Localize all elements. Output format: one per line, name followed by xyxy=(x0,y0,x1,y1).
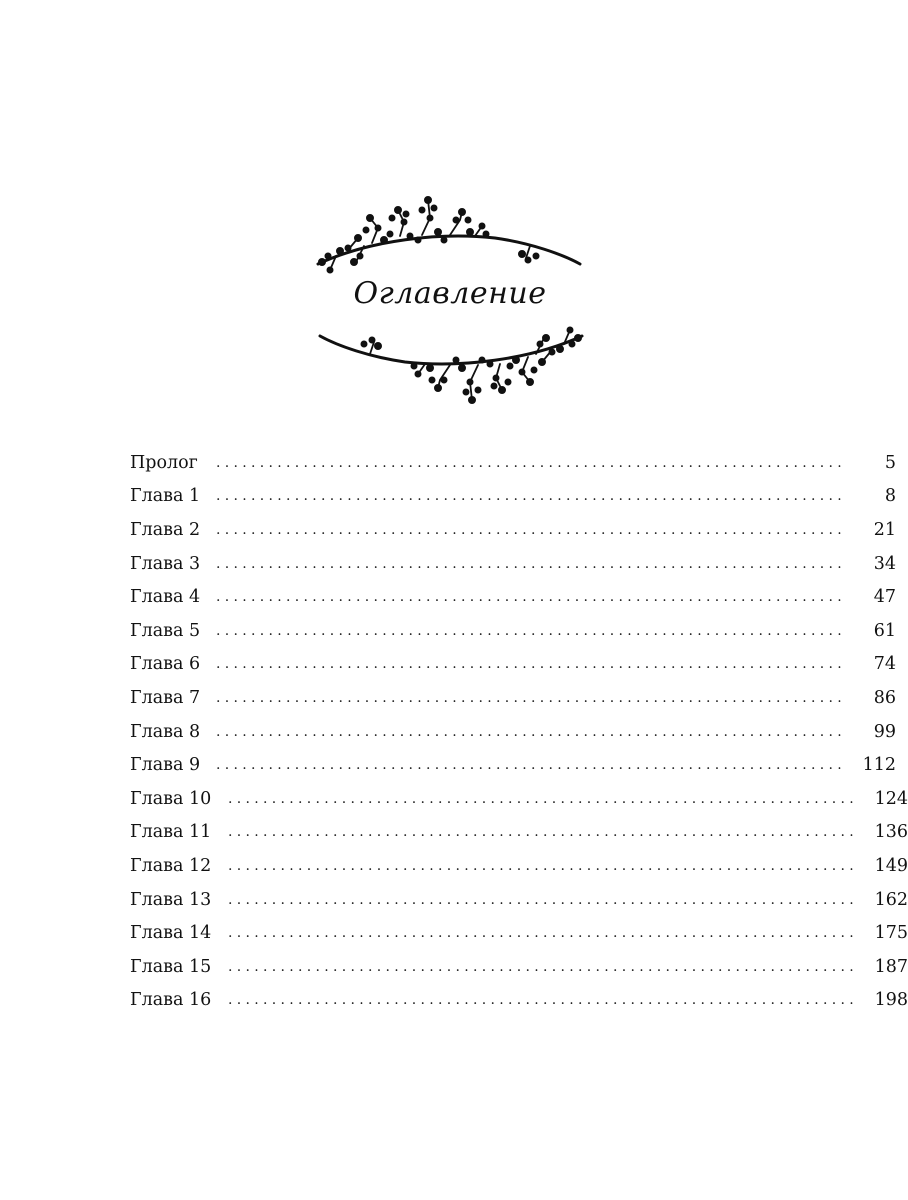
toc-entry-label: Глава 11 xyxy=(130,822,212,843)
toc-entry-page: 136 xyxy=(874,822,908,843)
dot-leader: ........................................................................ xyxy=(228,925,859,942)
toc-entry-page: 47 xyxy=(873,587,897,608)
leafy-branch-icon xyxy=(300,322,600,412)
toc-entry[interactable] xyxy=(130,782,908,816)
toc-entry-page: 112 xyxy=(862,755,897,776)
toc-entry[interactable] xyxy=(130,950,908,984)
toc-entry-label: Глава 3 xyxy=(130,553,201,574)
toc-entry[interactable] xyxy=(130,513,897,547)
toc-entry[interactable] xyxy=(130,547,897,581)
dot-leader: ........................................................................ xyxy=(228,857,859,874)
toc-entry[interactable] xyxy=(130,883,908,917)
toc-entry-page: 124 xyxy=(874,788,908,809)
toc-entry-page: 34 xyxy=(873,553,897,574)
toc-entry[interactable] xyxy=(130,446,897,480)
dot-leader: ........................................................................ xyxy=(216,622,847,639)
toc-entry-page: 86 xyxy=(873,687,897,708)
toc-entry[interactable] xyxy=(130,748,897,782)
dot-leader: ........................................................................ xyxy=(216,521,847,538)
toc-entry[interactable] xyxy=(130,580,897,614)
toc-entry-page: 5 xyxy=(884,452,897,473)
toc-entry[interactable] xyxy=(130,681,897,715)
dot-leader: ........................................................................ xyxy=(216,689,847,706)
toc-entry-label: Глава 8 xyxy=(130,721,201,742)
dot-leader: ........................................................................ xyxy=(228,824,859,841)
toc-entry-label: Глава 2 xyxy=(130,519,201,540)
table-of-contents xyxy=(130,446,908,1017)
toc-entry-page: 187 xyxy=(874,956,908,977)
dot-leader: ........................................................................ xyxy=(216,656,847,673)
toc-entry[interactable] xyxy=(130,849,908,883)
dot-leader: ........................................................................ xyxy=(228,958,859,975)
toc-entry-label: Глава 14 xyxy=(130,923,212,944)
toc-entry[interactable] xyxy=(130,816,908,850)
toc-entry-label: Глава 9 xyxy=(130,755,201,776)
toc-entry[interactable] xyxy=(130,480,897,514)
toc-entry-label: Глава 4 xyxy=(130,587,201,608)
toc-entry-page: 74 xyxy=(873,654,897,675)
dot-leader: ........................................................................ xyxy=(216,454,847,471)
toc-entry-label: Глава 7 xyxy=(130,687,201,708)
dot-leader: ........................................................................ xyxy=(216,757,847,774)
toc-entry[interactable] xyxy=(130,916,908,950)
toc-entry-page: 149 xyxy=(874,855,908,876)
toc-entry-page: 162 xyxy=(874,889,908,910)
leafy-branch-icon xyxy=(300,188,600,278)
toc-entry-label: Глава 1 xyxy=(130,486,201,507)
toc-entry[interactable] xyxy=(130,984,908,1018)
dot-leader: ........................................................................ xyxy=(216,589,847,606)
toc-entry-label: Глава 10 xyxy=(130,788,212,809)
toc-entry-page: 175 xyxy=(874,923,908,944)
toc-entry-label: Глава 16 xyxy=(130,990,212,1011)
toc-entry-label: Глава 6 xyxy=(130,654,201,675)
toc-entry-label: Глава 13 xyxy=(130,889,212,910)
dot-leader: ........................................................................ xyxy=(216,488,847,505)
page-title: Оглавление xyxy=(353,276,547,311)
toc-entry-page: 99 xyxy=(873,721,897,742)
dot-leader: ........................................................................ xyxy=(216,555,847,572)
toc-entry-label: Глава 12 xyxy=(130,855,212,876)
toc-entry-label: Глава 5 xyxy=(130,620,201,641)
dot-leader: ........................................................................ xyxy=(228,790,859,807)
toc-entry-page: 61 xyxy=(873,620,897,641)
toc-entry-label: Глава 15 xyxy=(130,956,212,977)
dot-leader: ........................................................................ xyxy=(228,992,859,1009)
toc-entry[interactable] xyxy=(130,715,897,749)
toc-entry-page: 198 xyxy=(874,990,908,1011)
toc-entry-label: Пролог xyxy=(130,452,198,473)
dot-leader: ........................................................................ xyxy=(228,891,859,908)
dot-leader: ........................................................................ xyxy=(216,723,847,740)
toc-entry-page: 21 xyxy=(873,519,897,540)
toc-entry[interactable] xyxy=(130,648,897,682)
toc-entry[interactable] xyxy=(130,614,897,648)
toc-entry-page: 8 xyxy=(884,486,897,507)
